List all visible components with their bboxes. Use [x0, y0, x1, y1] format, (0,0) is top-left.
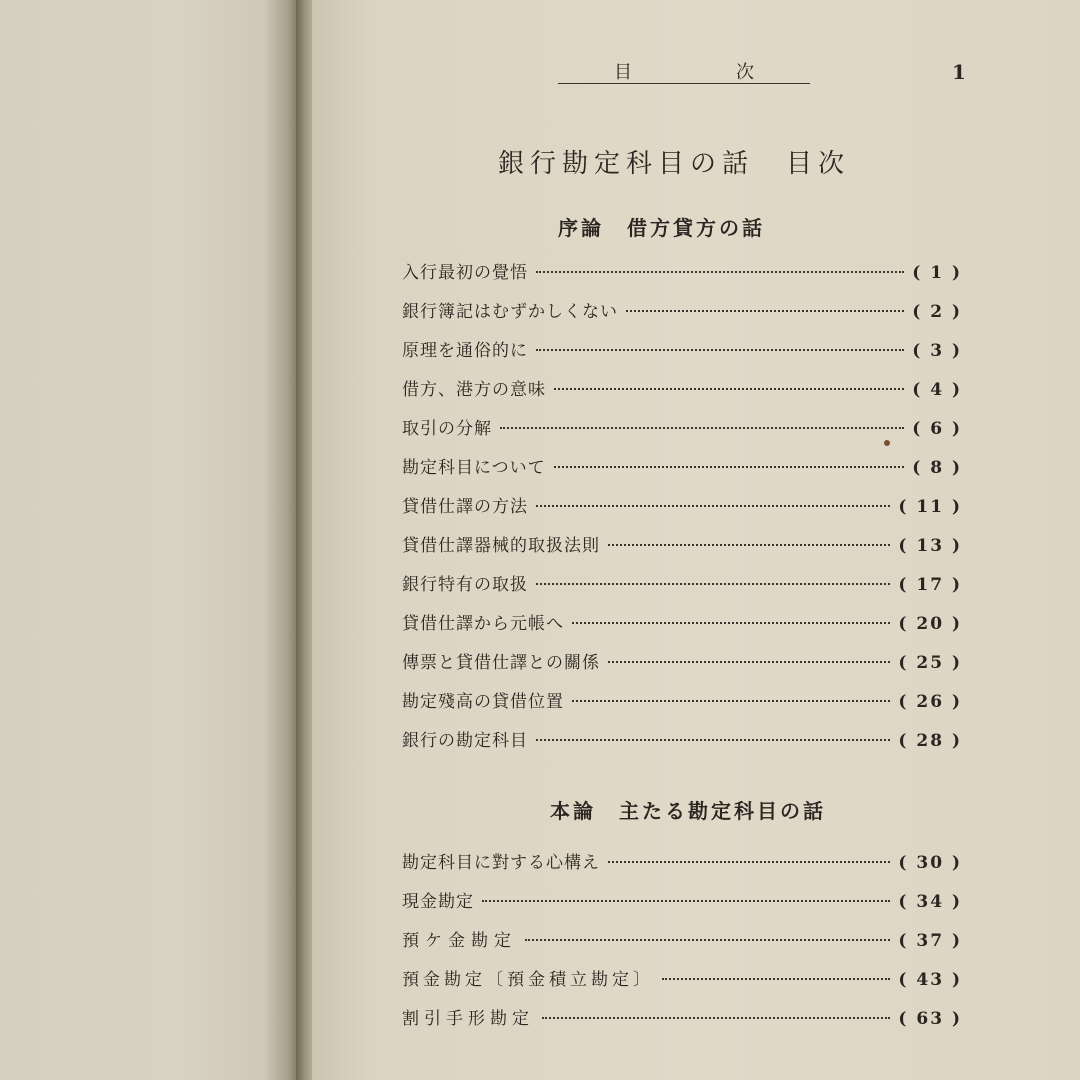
running-head — [558, 58, 810, 84]
toc-list-preface — [402, 258, 962, 765]
dot-leader — [626, 310, 904, 312]
toc-entry-title: 入行最初の覺悟 — [402, 263, 528, 283]
dot-leader — [554, 466, 905, 468]
toc-entry-page: ( 20 ) — [898, 614, 962, 634]
toc-entry[interactable] — [402, 848, 962, 887]
toc-entry-title: 取引の分解 — [402, 419, 492, 439]
dot-leader — [536, 583, 890, 585]
dot-leader — [554, 388, 904, 390]
paper-stain — [884, 440, 890, 446]
dot-leader — [536, 739, 890, 741]
toc-entry-title: 勘定科目について — [402, 458, 546, 478]
toc-entry-title: 勘定殘高の貸借位置 — [402, 692, 564, 712]
toc-entry-title: 貸借仕譯器械的取扱法則 — [402, 536, 600, 556]
toc-entry-page: ( 30 ) — [898, 853, 962, 873]
toc-entry-page: ( 6 ) — [912, 419, 962, 439]
running-head-left: 目 — [614, 61, 632, 83]
section-heading-main: 本論 主たる勘定科目の話 — [550, 799, 826, 823]
section-heading-preface: 序論 借方貸方の話 — [558, 216, 765, 240]
toc-entry[interactable] — [402, 336, 962, 375]
dot-leader — [608, 861, 890, 863]
running-head-right: 次 — [736, 61, 754, 83]
toc-entry-title: 貸借仕譯から元帳へ — [402, 614, 564, 634]
toc-entry[interactable] — [402, 375, 962, 414]
toc-entry[interactable] — [402, 297, 962, 336]
dot-leader — [536, 271, 904, 273]
toc-entry[interactable] — [402, 926, 962, 965]
toc-entry-title: 借方、港方の意味 — [402, 380, 546, 400]
toc-entry-title: 現金勘定 — [402, 892, 474, 912]
toc-entry-page: ( 17 ) — [898, 575, 962, 595]
dot-leader — [572, 622, 890, 624]
dot-leader — [542, 1017, 890, 1019]
dot-leader — [525, 939, 890, 941]
toc-entry[interactable] — [402, 414, 962, 453]
toc-entry[interactable] — [402, 531, 962, 570]
toc-entry-page: ( 43 ) — [898, 970, 962, 990]
toc-entry-page: ( 8 ) — [912, 458, 962, 478]
toc-entry-title: 預金勘定〔預金積立勘定〕 — [402, 970, 654, 990]
toc-entry-title: 勘定科目に對する心構え — [402, 853, 600, 873]
dot-leader — [608, 661, 890, 663]
toc-entry[interactable] — [402, 887, 962, 926]
page-number: 1 — [952, 60, 966, 84]
right-page — [312, 0, 1080, 1080]
toc-entry-title: 貸借仕譯の方法 — [402, 497, 528, 517]
toc-entry-page: ( 3 ) — [912, 341, 962, 361]
toc-entry[interactable] — [402, 687, 962, 726]
book-title: 銀行勘定科目の話 目次 — [498, 149, 851, 179]
toc-entry-page: ( 63 ) — [898, 1009, 962, 1029]
toc-list-main — [402, 848, 962, 1043]
toc-entry[interactable] — [402, 570, 962, 609]
dot-leader — [662, 978, 890, 980]
toc-entry[interactable] — [402, 648, 962, 687]
dot-leader — [536, 505, 890, 507]
toc-entry-page: ( 13 ) — [898, 536, 962, 556]
toc-entry[interactable] — [402, 726, 962, 765]
toc-entry[interactable] — [402, 1004, 962, 1043]
toc-entry-page: ( 34 ) — [898, 892, 962, 912]
toc-entry-page: ( 37 ) — [898, 931, 962, 951]
toc-entry-page: ( 1 ) — [912, 263, 962, 283]
toc-entry-page: ( 4 ) — [912, 380, 962, 400]
toc-entry-page: ( 11 ) — [898, 497, 962, 517]
dot-leader — [608, 544, 890, 546]
toc-entry-title: 銀行簿記はむずかしくない — [402, 302, 618, 322]
toc-entry-title: 銀行特有の取扱 — [402, 575, 528, 595]
toc-entry[interactable] — [402, 609, 962, 648]
toc-entry-title: 傳票と貸借仕譯との關係 — [402, 653, 600, 673]
left-page — [0, 0, 300, 1080]
dot-leader — [536, 349, 904, 351]
toc-entry-title: 割引手形勘定 — [402, 1009, 534, 1029]
toc-entry-title: 原理を通俗的に — [402, 341, 528, 361]
toc-entry-page: ( 28 ) — [898, 731, 962, 751]
toc-entry[interactable] — [402, 453, 962, 492]
toc-entry-title: 預ケ金勘定 — [402, 931, 517, 951]
dot-leader — [572, 700, 890, 702]
toc-entry-title: 銀行の勘定科目 — [402, 731, 528, 751]
dot-leader — [500, 427, 904, 429]
toc-entry[interactable] — [402, 492, 962, 531]
toc-entry-page: ( 25 ) — [898, 653, 962, 673]
toc-entry-page: ( 26 ) — [898, 692, 962, 712]
dot-leader — [482, 900, 890, 902]
toc-entry[interactable] — [402, 258, 962, 297]
toc-entry-page: ( 2 ) — [912, 302, 962, 322]
toc-entry[interactable] — [402, 965, 962, 1004]
